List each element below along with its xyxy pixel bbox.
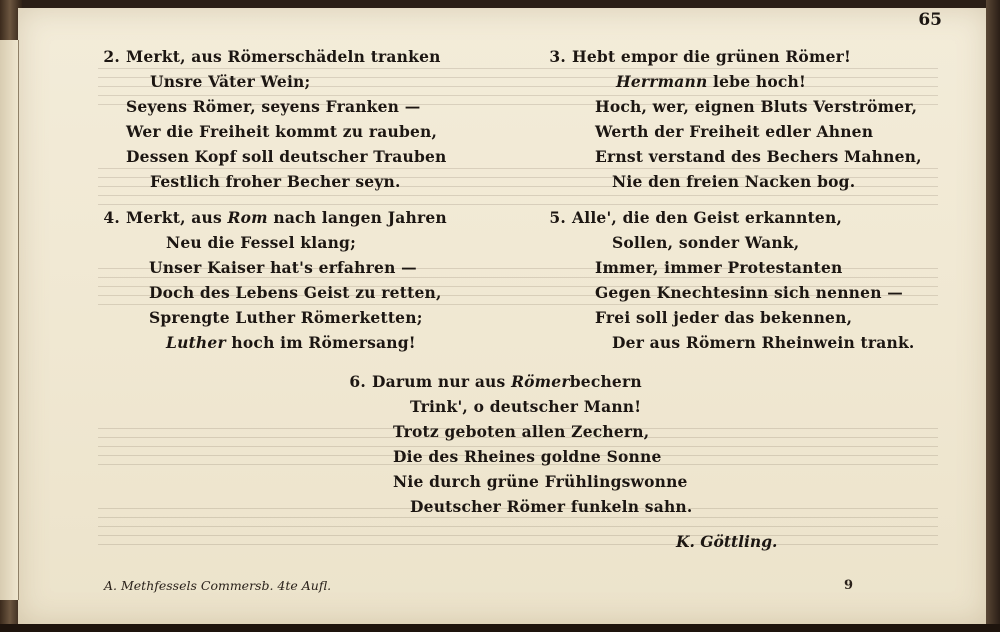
verse-line: Darum nur aus <box>372 372 512 391</box>
footer-source: A. Methfessels Commersb. 4te Aufl. <box>104 578 332 593</box>
signature-mark: 9 <box>844 578 854 593</box>
page-number: 65 <box>918 10 942 30</box>
verse-line: Merkt, aus <box>126 208 228 227</box>
verse-line: Hebt empor die grünen Römer! <box>572 47 852 66</box>
verse-3 <box>538 44 922 194</box>
verse-line: Neu die Fessel klang; <box>166 233 356 252</box>
verse-line: Trotz geboten allen Zechern, <box>393 422 650 441</box>
verse-2 <box>92 44 447 194</box>
verse-number: 2. <box>103 47 120 66</box>
verse-line: Gegen Knechtesinn sich nennen — <box>595 283 903 302</box>
verse-line: Unser Kaiser hat's erfahren — <box>149 258 417 277</box>
verse-line: Trink', o deutscher Mann! <box>410 397 642 416</box>
verse-line: Doch des Lebens Geist zu retten, <box>149 283 442 302</box>
verse-line: Sollen, sonder Wank, <box>612 233 800 252</box>
page-edge-bottom <box>0 624 1000 632</box>
verse-number: 4. <box>103 208 120 227</box>
verse-line: Merkt, aus Römerschädeln tranken <box>126 47 441 66</box>
verse-number: 5. <box>549 208 566 227</box>
verse-line: Alle', die den Geist erkannten, <box>572 208 843 227</box>
verse-line-emphasis: Luther <box>166 333 226 352</box>
verse-line: Die des Rheines goldne Sonne <box>393 447 662 466</box>
verse-line: Unsre Väter Wein; <box>150 72 311 91</box>
verse-line: nach langen Jahren <box>267 208 447 227</box>
verse-4 <box>92 205 447 355</box>
adjacent-page-edge <box>0 40 19 600</box>
verse-5 <box>538 205 915 355</box>
verse-line: Sprengte Luther Römerketten; <box>149 308 423 327</box>
verse-line: Frei soll jeder das bekennen, <box>595 308 853 327</box>
verse-line: Seyens Römer, seyens Franken — <box>126 97 421 116</box>
verse-line: Wer die Freiheit kommt zu rauben, <box>126 122 438 141</box>
verse-line: hoch im Römersang! <box>225 333 416 352</box>
page-edge-right <box>986 0 1000 632</box>
verse-line-emphasis: Herrmann <box>616 72 708 91</box>
verse-line: Der aus Römern Rheinwein trank. <box>612 333 915 352</box>
verse-line: Dessen Kopf soll deutscher Trauben <box>126 147 447 166</box>
verse-line-emphasis: Rom <box>227 208 268 227</box>
verse-6 <box>338 369 693 519</box>
verse-number: 6. <box>349 372 366 391</box>
verse-line: bechern <box>569 372 642 391</box>
verse-line-emphasis: Römer <box>511 372 570 391</box>
verse-line: Hoch, wer, eignen Bluts Verströmer, <box>595 97 918 116</box>
verse-line: Festlich froher Becher seyn. <box>150 172 401 191</box>
verse-line: Deutscher Römer funkeln sahn. <box>410 497 693 516</box>
verse-number: 3. <box>549 47 566 66</box>
verse-line: Werth der Freiheit edler Ahnen <box>595 122 874 141</box>
author-signature: K. Göttling. <box>676 532 778 551</box>
verse-line: Ernst verstand des Bechers Mahnen, <box>595 147 922 166</box>
verse-line: Nie den freien Nacken bog. <box>612 172 856 191</box>
verse-line: lebe hoch! <box>707 72 806 91</box>
verse-line: Immer, immer Protestanten <box>595 258 843 277</box>
verse-line: Nie durch grüne Frühlingswonne <box>393 472 688 491</box>
